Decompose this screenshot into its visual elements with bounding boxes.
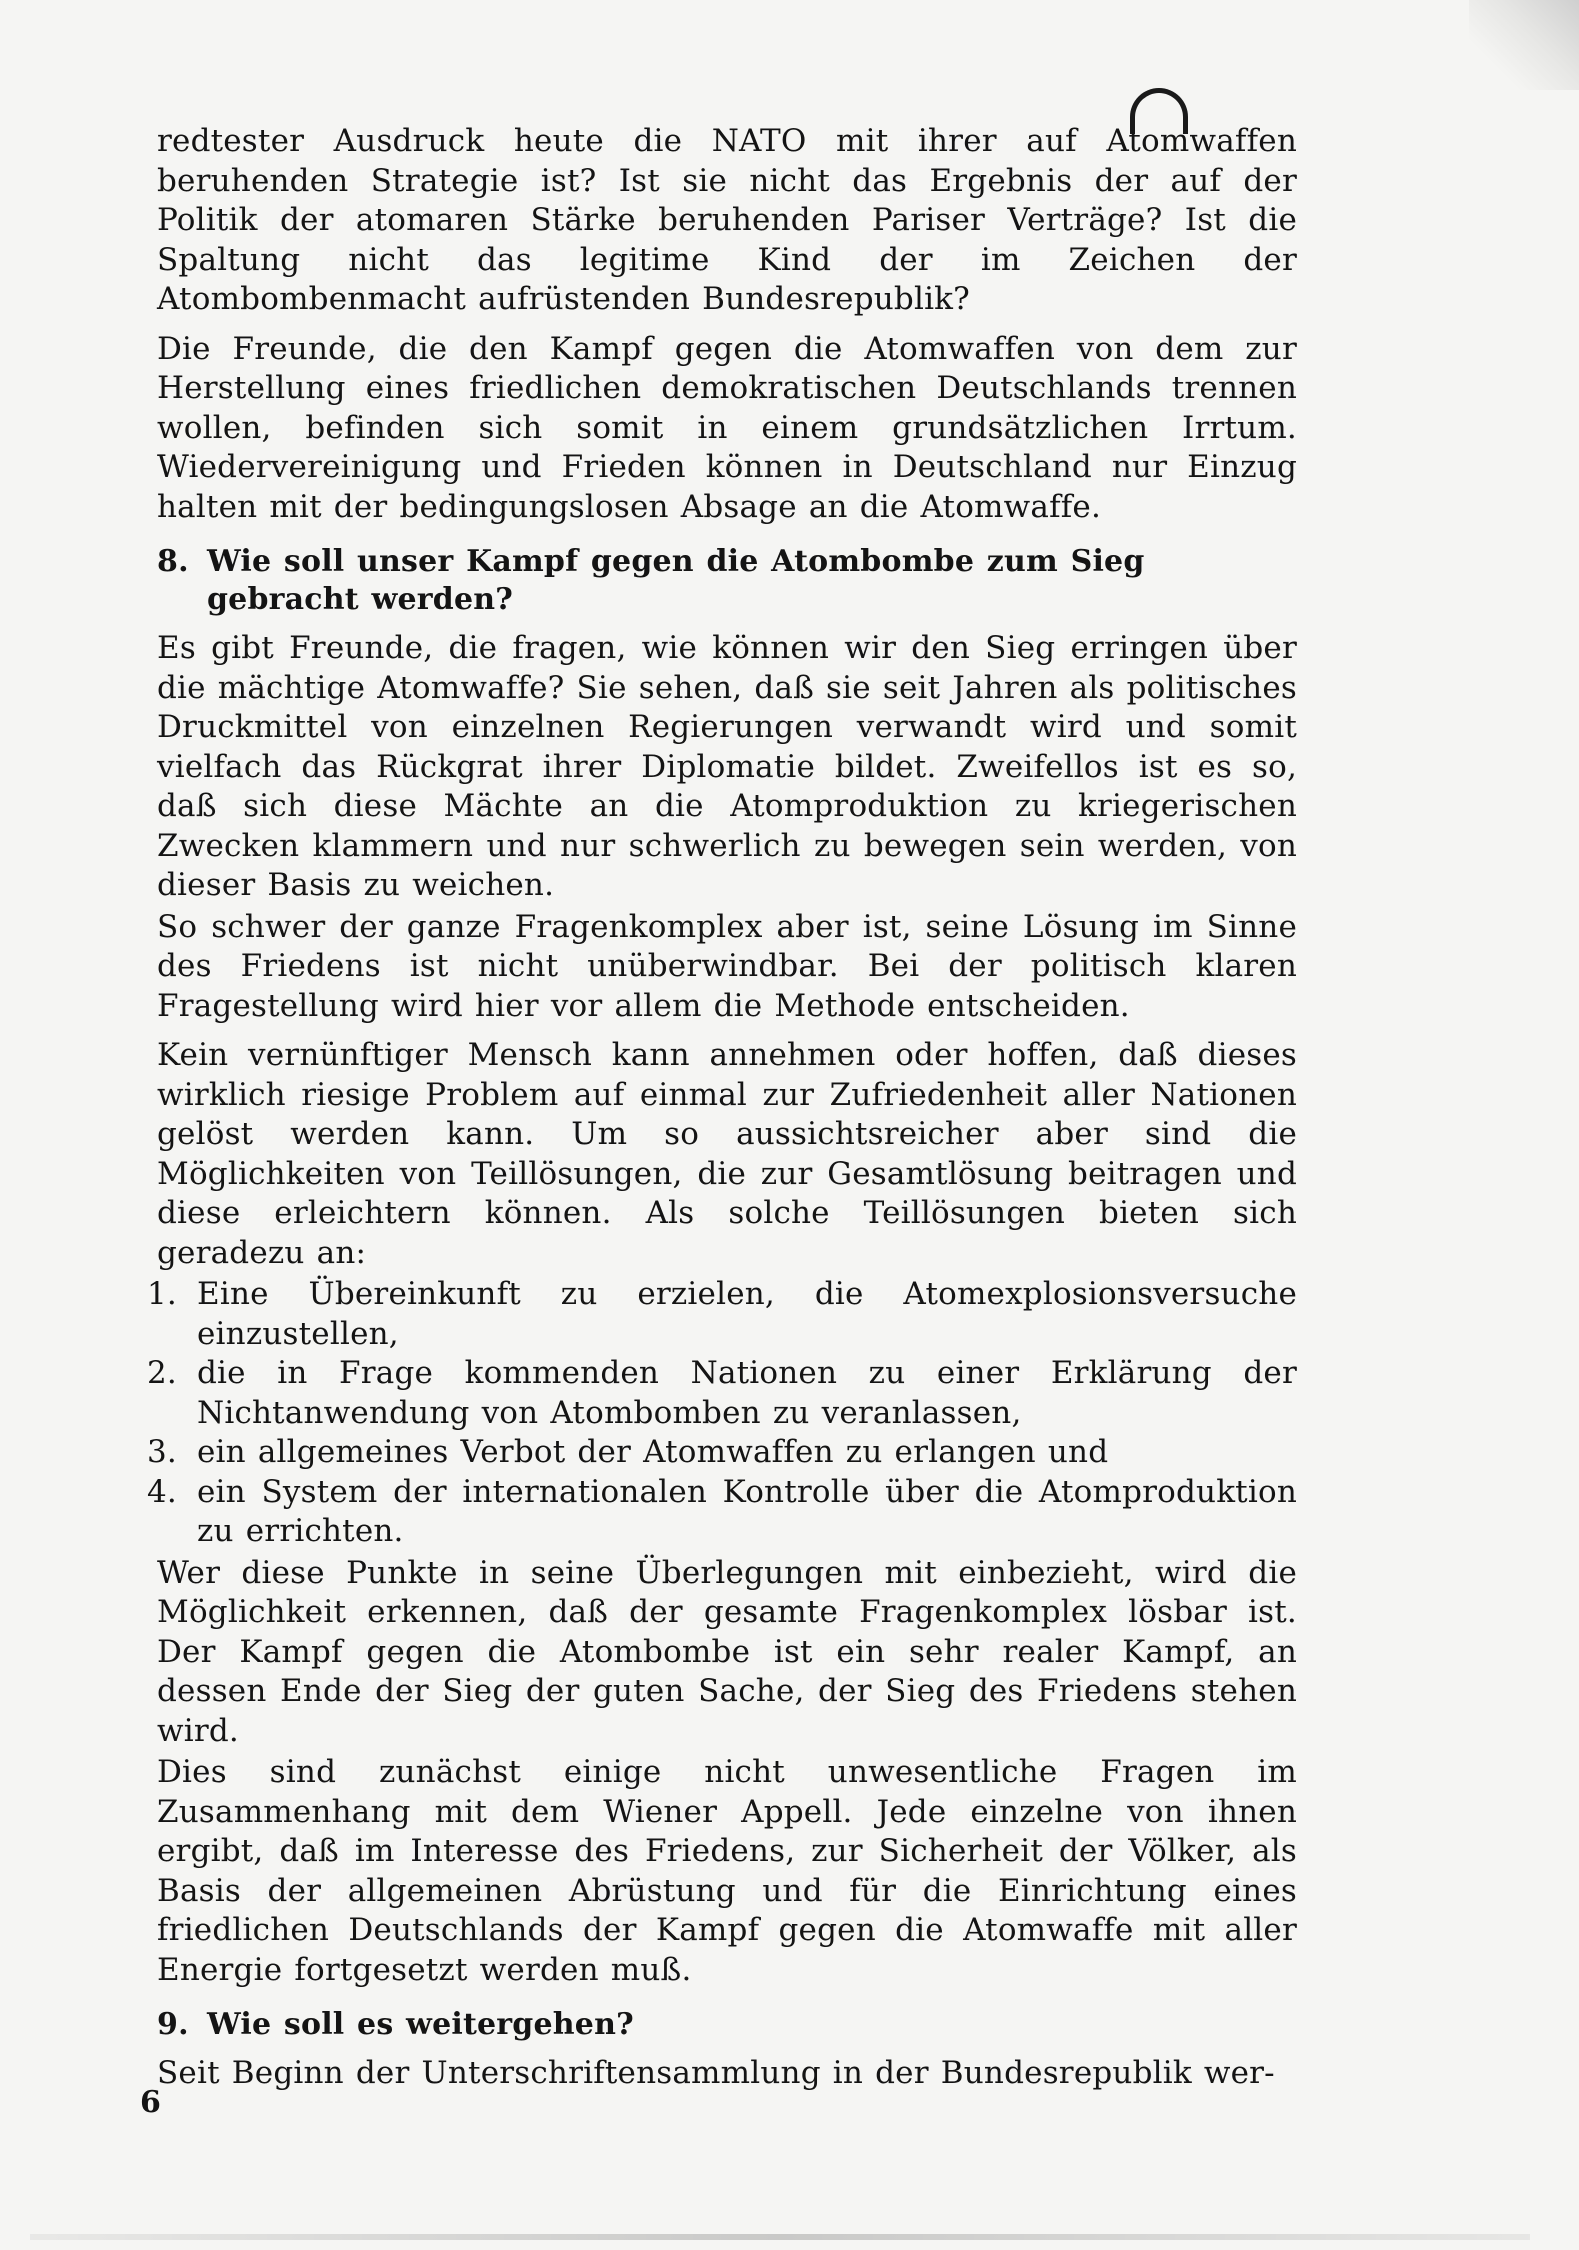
list-item-text: ein System der internationalen Kontrolle über die Atomproduktion zu errichten.: [197, 1473, 1297, 1549]
list-item-number: 4.: [147, 1473, 177, 1510]
body-text: [147, 122, 1297, 2104]
section-8-paragraph-3: Kein vernünftiger Mensch kann annehmen oder hoffen, daß dieses wirklich riesige Problem auf einmal zur Zufriedenheit aller Nationen gelöst werden kann. Um so aussichtsreicher aber sind die Möglichkeiten von Teillösungen, die zur Gesamtlösung beitragen und diese erleichtern können. Als solche Teillösungen bieten sich geradezu an:: [157, 1037, 1297, 1271]
list-item-text: die in Frage kommenden Nationen zu einer Erklärung der Nichtanwendung von Atombomben zu veranlassen,: [197, 1355, 1297, 1431]
paragraph-intro-1: redtester Ausdruck heute die NATO mit ihrer auf Atomwaffen beruhenden Strategie ist? Ist sie nicht das Ergebnis der auf der Politik der atomaren Stärke beruhenden Pariser Verträge? Ist die Spaltung nicht das legitime Kind der im Zeichen der Atombombenmacht aufrüstenden Bundesrepublik?: [157, 123, 1297, 317]
list-item-number: 1.: [147, 1276, 177, 1312]
section-8-number: 8.: [157, 544, 189, 579]
section-8-paragraph-4: Wer diese Punkte in seine Überlegungen mit einbezieht, wird die Möglichkeit erkennen, daß der gesamte Fragenkomplex lösbar ist. Der Kampf gegen die Atombombe ist ein sehr realer Kampf, an dessen Ende der Sieg der guten Sache, der Sieg des Friedens stehen wird.: [157, 1554, 1297, 1749]
list-item: [147, 1275, 1297, 1354]
section-8-heading: [157, 543, 1297, 619]
list-item: [147, 1354, 1297, 1433]
list-item-text: ein allgemeines Verbot der Atomwaffen zu erlangen und: [197, 1434, 1109, 1470]
paragraph-intro-2: Die Freunde, die den Kampf gegen die Atomwaffen von dem zur Herstellung eines friedlichen demokratischen Deutschlands trennen wollen, befinden sich somit in einem grundsätzlichen Irrtum. Wiedervereinigung und Frieden können in Deutschland nur Einzug halten mit der bedingungslosen Absage an die Atomwaffe.: [157, 330, 1297, 525]
list-item: [147, 1433, 1297, 1473]
section-9-title: Wie soll es weitergehen?: [207, 2007, 634, 2042]
list-item: [147, 1473, 1297, 1552]
section-9-number: 9.: [157, 2007, 189, 2042]
section-9-heading: [157, 2006, 1297, 2044]
section-8-paragraph-1: Es gibt Freunde, die fragen, wie können wir den Sieg erringen über die mächtige Atomwaffe? Sie sehen, daß sie seit Jahren als politisches Druckmittel von einzelnen Regierungen verwandt wird und somit vielfach das Rückgrat ihrer Diplomatie bildet. Zweifellos ist es so, daß sich diese Mächte an die Atomproduktion zu kriegerischen Zwecken klammern und nur schwerlich zu bewegen sein werden, von dieser Basis zu weichen.: [157, 630, 1297, 903]
list-item-number: 2.: [147, 1355, 177, 1391]
list-item-text: Eine Übereinkunft zu erzielen, die Atomexplosionsversuche einzustellen,: [197, 1276, 1297, 1352]
measures-list: [147, 1275, 1297, 1552]
section-8-title: Wie soll unser Kampf gegen die Atombombe zum Sieg gebracht werden?: [207, 544, 1145, 617]
section-8-paragraph-5: Dies sind zunächst einige nicht unwesentliche Fragen im Zusammenhang mit dem Wiener Appell. Jede einzelne von ihnen ergibt, daß im Interesse des Friedens, zur Sicherheit der Völker, als Basis der allgemeinen Abrüstung und für die Einrichtung eines friedlichen Deutschlands der Kampf gegen die Atomwaffe mit aller Energie fortgesetzt werden muß.: [157, 1754, 1297, 1988]
page-number: 6: [140, 2085, 161, 2120]
list-item-number: 3.: [147, 1434, 177, 1470]
section-8-paragraph-2: So schwer der ganze Fragenkomplex aber ist, seine Lösung im Sinne des Friedens ist nicht unüberwindbar. Bei der politisch klaren Fragestellung wird hier vor allem die Methode entscheiden.: [157, 908, 1297, 1024]
section-9-paragraph-1: Seit Beginn der Unterschriftensammlung in der Bundesrepublik wer-: [157, 2055, 1275, 2091]
